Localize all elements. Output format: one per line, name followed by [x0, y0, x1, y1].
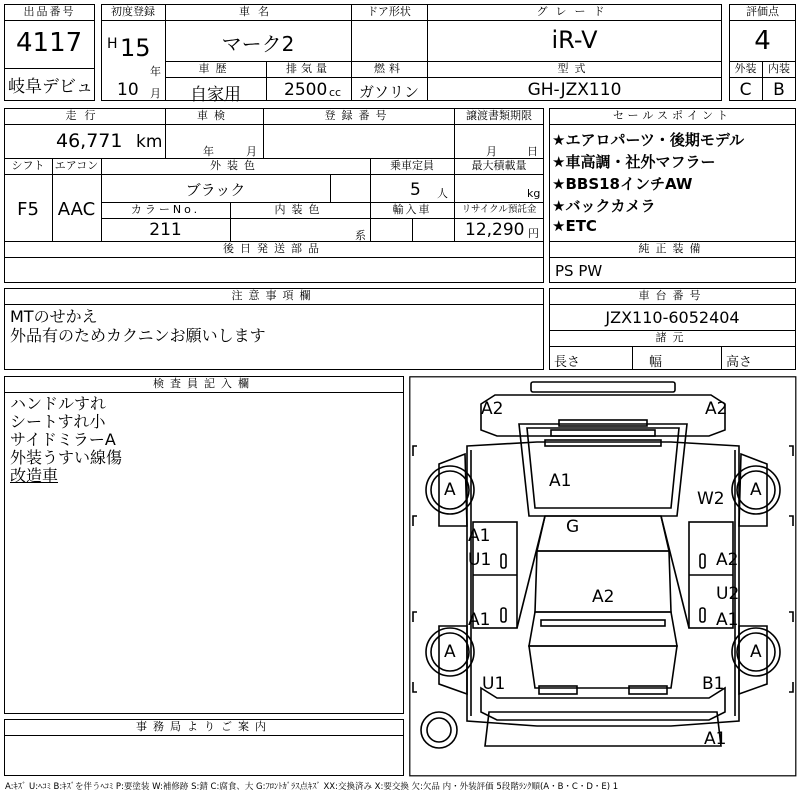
recycle-unit: 円: [528, 227, 539, 240]
color-label: 外装色: [210, 159, 261, 172]
ac-value: AAC: [57, 199, 96, 220]
fuel-label: 燃料: [374, 62, 404, 75]
inspection-year-unit: 年: [203, 145, 214, 158]
office-panel: [4, 719, 405, 777]
transfer-day-unit: 日: [527, 145, 538, 158]
mark-rear-bumper: A1: [704, 729, 727, 749]
mark-right-rear-door-2: A1: [716, 610, 739, 630]
mark-front-left-corner: A2: [481, 399, 504, 419]
notes-line: 外品有のためカクニンお願いします: [10, 326, 266, 345]
mark-wheel-front-right: A: [750, 480, 762, 500]
transfer-month-unit: 月: [486, 145, 497, 158]
inspection-label: 車検: [197, 109, 231, 122]
reg-no-label: 登録番号: [324, 109, 393, 122]
height-label: 高さ: [726, 355, 753, 370]
inspector-line: 改造車: [10, 466, 59, 485]
mark-wheel-front-left: A: [444, 480, 456, 500]
capacity-unit: 人: [437, 187, 448, 200]
legend-footer: A:ｷｽﾞ U:ﾍｺﾐ B:ｷｽﾞを伴うﾍｺﾐ P:要塗装 W:補修跡 S:錆 C:腐食、大 G:ﾌﾛﾝﾄｶﾞﾗｽ点ｷｽﾞ XX:交換済み X:要交換 欠:欠品 内・外装評価 5段階ﾗﾝｸ順(A・B・C・D・E) 1: [5, 782, 619, 792]
grade-value: iR-V: [551, 26, 598, 54]
mark-front-right-fender: W2: [697, 489, 725, 509]
month-unit: 月: [150, 87, 161, 100]
mark-right-front-door: A2: [716, 550, 739, 570]
mark-left-rear-corner: U1: [482, 674, 506, 694]
import-label: 輸入車: [392, 203, 432, 216]
displacement-unit: cc: [329, 86, 342, 99]
score-label: 評価点: [746, 5, 779, 18]
inspector-line: 外装うすい線傷: [10, 448, 123, 467]
office-label: 事務局よりご案内: [136, 720, 272, 733]
car-name-label: 車名: [239, 5, 277, 18]
width-label: 幅: [649, 355, 663, 370]
chassis-panel: [549, 288, 797, 371]
first-reg-month: 10: [117, 80, 139, 100]
sales-point-item: ★ETC: [552, 217, 597, 235]
chassis-number: JZX110-6052404: [605, 308, 740, 327]
mark-right-rear-door-1: U2: [716, 584, 740, 604]
mark-center: A2: [592, 587, 615, 607]
lot-no-label: 出品番号: [23, 5, 76, 18]
capacity-value: 5: [410, 180, 421, 200]
capacity-label: 乗車定員: [390, 159, 434, 172]
equipment-value: PS PW: [555, 262, 603, 280]
transfer-label: 譲渡書類期限: [466, 109, 532, 122]
int-color-label: 内装色: [274, 203, 326, 216]
mark-wheel-rear-right: A: [750, 642, 762, 662]
sales-point-item: ★車高調・社外マフラー: [552, 153, 716, 171]
history-value: 自家用: [190, 85, 241, 105]
year-unit: 年: [150, 65, 161, 78]
shift-value: F5: [17, 199, 39, 220]
sales-point-item: ★エアロパーツ・後期モデル: [552, 131, 745, 149]
mileage-value: 46,771: [56, 130, 123, 152]
ac-label: エアコン: [54, 159, 99, 172]
exterior-grade: C: [739, 80, 752, 100]
mark-wheel-rear-left: A: [444, 642, 456, 662]
inspection-month-unit: 月: [246, 145, 257, 158]
mark-bonnet: A1: [549, 471, 572, 491]
interior-grade: B: [773, 80, 785, 100]
sales-point-item: ★BBS18インチAW: [552, 175, 693, 193]
inspector-panel: [4, 376, 405, 715]
era-label: H: [107, 36, 118, 52]
notes-panel: [4, 288, 545, 371]
first-reg-year: 15: [120, 34, 151, 62]
car-outline: [409, 376, 797, 777]
interior-grade-label: 内装: [768, 62, 790, 75]
mark-front-right-corner: A2: [705, 399, 728, 419]
sales-points-label: セールスポイント: [612, 109, 732, 122]
door-label: ドア形状: [367, 5, 411, 18]
recycle-value: 12,290: [465, 220, 525, 240]
color-value: ブラック: [185, 181, 246, 199]
inspector-line: サイドミラーA: [10, 430, 116, 449]
displacement-value: 2500: [284, 80, 328, 100]
notes-line: MTのせかえ: [10, 307, 98, 326]
specs-label: 諸元: [655, 331, 690, 344]
color-no-label: カラーNo.: [130, 203, 201, 216]
fuel-value: ガソリン: [358, 83, 419, 101]
inspector-label: 検査員記入欄: [153, 377, 255, 390]
color-no-value: 211: [149, 220, 182, 240]
max-load-unit: kg: [527, 187, 541, 200]
top-section: [0, 0, 800, 104]
length-label: 長さ: [554, 355, 581, 370]
first-reg-label: 初度登録: [111, 5, 155, 18]
equipment-label: 純正装備: [638, 242, 707, 255]
mileage-label: 走行: [65, 109, 104, 122]
inspector-line: シートすれ小: [10, 412, 106, 431]
later-parts-label: 後日発送部品: [223, 242, 325, 255]
model-label: 型式: [557, 62, 592, 75]
car-diagram: [409, 376, 797, 777]
inspector-line: ハンドルすれ: [10, 394, 107, 413]
mark-left-rear-door: A1: [468, 610, 491, 630]
int-color-unit: 系: [355, 229, 366, 242]
chassis-label: 車台番号: [638, 289, 707, 302]
car-name: マーク2: [221, 32, 295, 56]
max-load-label: 最大積載量: [471, 159, 527, 172]
mark-left-front-door-1: A1: [468, 526, 491, 546]
lot-number: 4117: [16, 28, 83, 58]
exterior-grade-label: 外装: [734, 62, 757, 75]
mileage-unit: km: [136, 132, 163, 152]
notes-label: 注意事項欄: [231, 289, 317, 302]
mark-right-rear-corner: B1: [702, 674, 725, 694]
grade-label: グレード: [536, 5, 613, 18]
debut-label: 岐阜デビュ: [8, 77, 93, 97]
mark-roof: G: [566, 517, 580, 537]
mark-left-front-door-2: U1: [468, 550, 492, 570]
displacement-label: 排気量: [286, 62, 331, 75]
history-label: 車歴: [198, 62, 233, 75]
recycle-label: リサイクル預託金: [461, 204, 537, 215]
score-value: 4: [754, 26, 771, 56]
details-section: [0, 108, 550, 286]
sales-point-item: ★バックカメラ: [552, 197, 656, 215]
shift-label: シフト: [11, 159, 45, 172]
sales-points-panel: [549, 108, 797, 286]
model-value: GH-JZX110: [527, 80, 622, 100]
